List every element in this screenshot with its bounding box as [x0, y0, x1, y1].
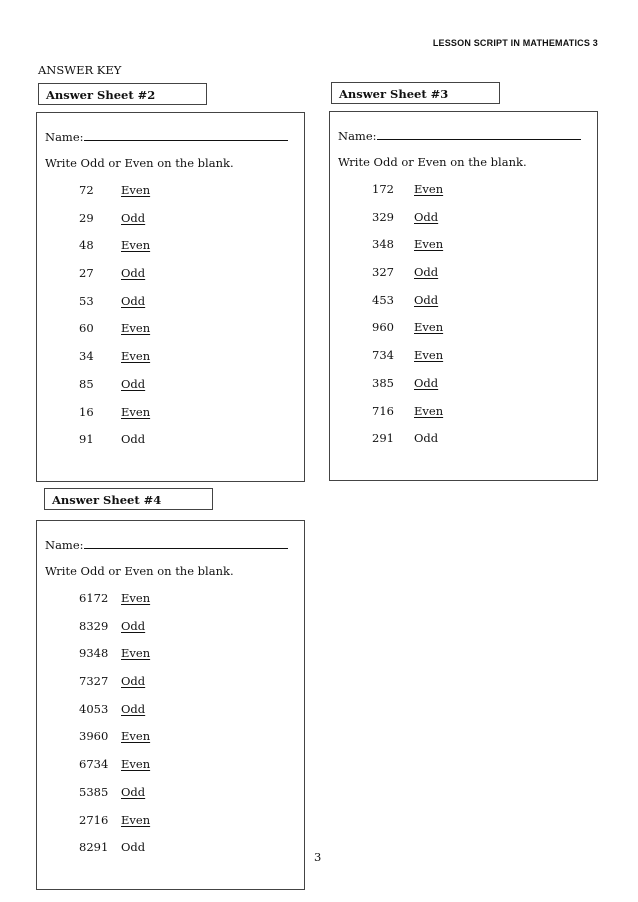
- answer-sheet-3: [329, 111, 598, 481]
- item-answer: Odd: [121, 266, 146, 281]
- item-number: 8329: [79, 618, 109, 633]
- answer-row: [79, 757, 150, 785]
- name-blank: [84, 128, 288, 141]
- answer-row: [79, 432, 150, 460]
- item-number: 4053: [79, 701, 109, 716]
- item-number: 53: [79, 293, 94, 308]
- item-answer: Even: [414, 348, 444, 363]
- item-answer: Odd: [121, 674, 146, 689]
- item-answer: Even: [121, 349, 151, 364]
- answer-row: [79, 405, 150, 433]
- answer-row: [79, 183, 150, 211]
- name-label: Name:: [338, 129, 377, 143]
- item-answer: Odd: [121, 376, 146, 391]
- sheet-2-title: Answer Sheet #2: [38, 83, 207, 105]
- document-header: LESSON SCRIPT IN MATHEMATICS 3: [432, 38, 598, 48]
- answer-row: [79, 840, 150, 868]
- instruction-text: Write Odd or Even on the blank.: [45, 564, 234, 578]
- page-number: 3: [314, 850, 322, 864]
- item-number: 716: [372, 403, 394, 418]
- item-number: 16: [79, 404, 94, 419]
- answer-row: [79, 674, 150, 702]
- answer-row: [372, 293, 443, 321]
- item-number: 3960: [79, 729, 109, 744]
- item-answer: Even: [121, 404, 151, 419]
- name-field: [338, 127, 581, 143]
- item-list: [79, 591, 150, 868]
- answer-row: [79, 294, 150, 322]
- item-number: 734: [372, 348, 394, 363]
- item-answer: Even: [414, 182, 444, 196]
- answer-row: [372, 348, 443, 376]
- item-number: 327: [372, 265, 394, 280]
- answer-row: [372, 182, 443, 210]
- name-label: Name:: [45, 538, 84, 552]
- item-number: 2716: [79, 812, 109, 827]
- item-answer: Even: [121, 757, 151, 772]
- item-number: 291: [372, 431, 394, 446]
- item-answer: Odd: [121, 618, 146, 633]
- name-field: [45, 536, 288, 552]
- answer-key-label: ANSWER KEY: [38, 63, 122, 77]
- answer-row: [79, 813, 150, 841]
- answer-row: [79, 211, 150, 239]
- answer-row: [79, 702, 150, 730]
- item-number: 9348: [79, 646, 109, 661]
- name-blank: [84, 536, 288, 549]
- item-answer: Even: [121, 183, 151, 197]
- answer-row: [79, 646, 150, 674]
- item-answer: Even: [121, 591, 151, 605]
- item-answer: Even: [414, 237, 444, 252]
- item-answer: Odd: [121, 432, 146, 447]
- item-answer: Odd: [121, 784, 146, 799]
- item-answer: Odd: [121, 701, 146, 716]
- answer-row: [79, 619, 150, 647]
- instruction-text: Write Odd or Even on the blank.: [338, 155, 527, 169]
- item-number: 453: [372, 292, 394, 307]
- item-number: 329: [372, 209, 394, 224]
- answer-row: [372, 265, 443, 293]
- answer-row: [372, 404, 443, 432]
- answer-row: [79, 321, 150, 349]
- item-number: 348: [372, 237, 394, 252]
- item-number: 385: [372, 375, 394, 390]
- item-number: 7327: [79, 674, 109, 689]
- item-answer: Odd: [414, 431, 439, 446]
- item-number: 91: [79, 432, 94, 447]
- item-answer: Odd: [414, 292, 439, 307]
- item-answer: Even: [414, 320, 444, 335]
- answer-row: [79, 785, 150, 813]
- answer-row: [372, 210, 443, 238]
- item-number: 8291: [79, 840, 109, 855]
- answer-row: [372, 376, 443, 404]
- name-blank: [377, 127, 581, 140]
- item-answer: Odd: [414, 209, 439, 224]
- item-number: 27: [79, 266, 94, 281]
- item-answer: Even: [121, 729, 151, 744]
- sheet-3-title: Answer Sheet #3: [331, 82, 500, 104]
- item-number: 60: [79, 321, 94, 336]
- item-answer: Even: [121, 646, 151, 661]
- item-number: 960: [372, 320, 394, 335]
- name-label: Name:: [45, 130, 84, 144]
- item-answer: Even: [121, 812, 151, 827]
- item-number: 34: [79, 349, 94, 364]
- item-number: 48: [79, 238, 94, 253]
- item-number: 6172: [79, 591, 109, 605]
- sheet-4-title: Answer Sheet #4: [44, 488, 213, 510]
- name-field: [45, 128, 288, 144]
- answer-row: [79, 729, 150, 757]
- answer-row: [372, 237, 443, 265]
- item-answer: Odd: [414, 375, 439, 390]
- item-answer: Odd: [121, 293, 146, 308]
- item-number: 85: [79, 376, 94, 391]
- answer-sheet-2: [36, 112, 305, 482]
- item-number: 29: [79, 210, 94, 225]
- answer-sheet-4: [36, 520, 305, 890]
- instruction-text: Write Odd or Even on the blank.: [45, 156, 234, 170]
- answer-row: [79, 238, 150, 266]
- item-number: 6734: [79, 757, 109, 772]
- item-list: [372, 182, 443, 459]
- item-list: [79, 183, 150, 460]
- item-number: 5385: [79, 784, 109, 799]
- item-number: 172: [372, 182, 394, 196]
- item-number: 72: [79, 183, 94, 197]
- answer-row: [79, 377, 150, 405]
- answer-row: [372, 320, 443, 348]
- answer-row: [79, 349, 150, 377]
- answer-row: [79, 591, 150, 619]
- item-answer: Even: [121, 321, 151, 336]
- answer-row: [372, 431, 443, 459]
- item-answer: Odd: [121, 210, 146, 225]
- item-answer: Even: [414, 403, 444, 418]
- item-answer: Odd: [414, 265, 439, 280]
- item-answer: Even: [121, 238, 151, 253]
- answer-row: [79, 266, 150, 294]
- item-answer: Odd: [121, 840, 146, 855]
